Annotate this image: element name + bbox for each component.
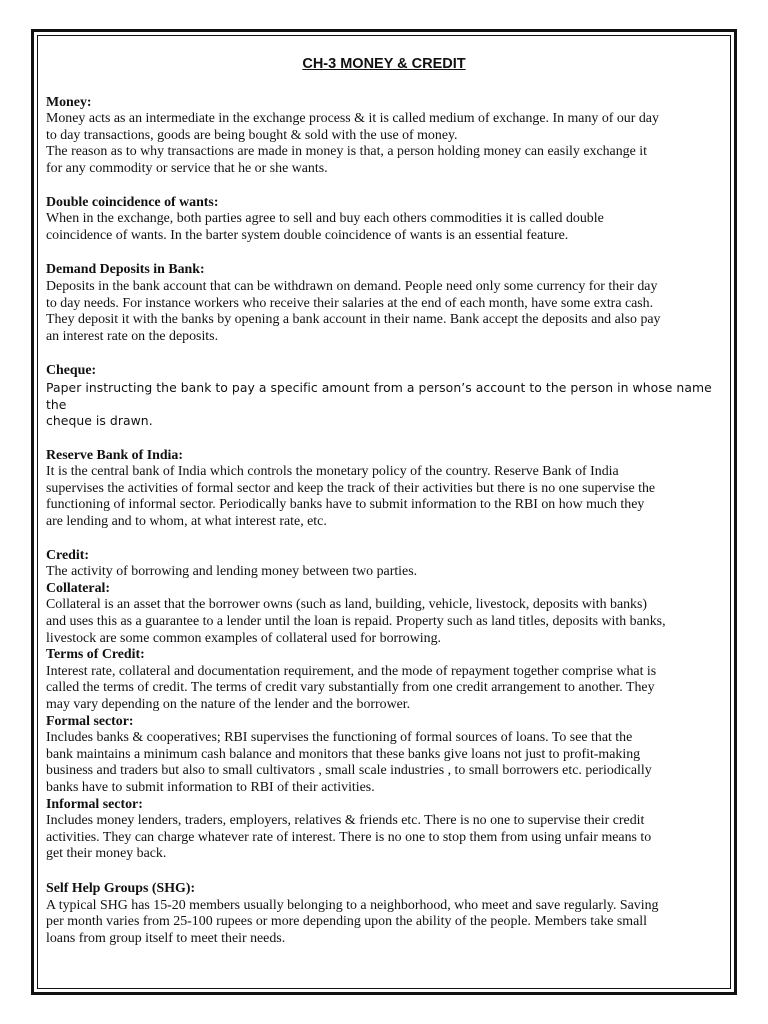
section-paragraph: Money acts as an intermediate in the exchange process & it is called medium of exchange. In many of our day to day transactions, goods are being bought & sold with the use of money. [46,111,659,143]
section-paragraph: When in the exchange, both parties agree to sell and buy each others commodities it is called double coincidence of wants. In the barter system double coincidence of wants is an essential feature. [46,211,604,243]
section-paragraph: Interest rate, collateral and documentation requirement, and the mode of repayment together comprise what is called the terms of credit. The terms of credit vary substantially from one credit arrangement to another. They may vary depending on the nature of the lender and the borrower. [46,663,657,712]
section-collateral [46,581,734,647]
section-paragraph: The activity of borrowing and lending money between two parties. [46,564,418,580]
section-cheque [46,363,734,429]
section-reserve-bank [46,448,734,531]
section-terms-of-credit [46,647,734,713]
section-heading: Cheque: [46,363,97,379]
section-heading: Formal sector: [46,713,134,729]
section-paragraph: Paper instructing the bank to pay a specific amount from a person’s account to the person in whose name the cheque is drawn. [46,379,712,429]
section-heading: Reserve Bank of India: [46,447,183,463]
page-title: CH-3 MONEY & CREDIT [302,56,466,72]
section-heading: Terms of Credit: [46,647,145,663]
section-heading: Credit: [46,547,89,563]
section-paragraph: Includes money lenders, traders, employers, relatives & friends etc. There is no one to supervise their credit activities. They can charge whatever rate of interest. There is no one to stop them from using unfair means to get their money back. [46,813,652,862]
section-formal-sector [46,714,734,797]
section-heading: Self Help Groups (SHG): [46,880,196,896]
section-money [46,95,734,178]
section-heading: Money: [46,94,92,110]
section-paragraph: Collateral is an asset that the borrower owns (such as land, building, vehicle, livestock, deposits with banks) and uses this as a guarantee to a lender until the loan is repaid. Property such as land titles, deposits with banks, livestock are some common examples of collateral used for borrowing. [46,597,666,646]
section-heading: Informal sector: [46,796,143,812]
section-credit [46,548,734,581]
section-paragraph: Deposits in the bank account that can be withdrawn on demand. People need only some currency for their day to day needs. For instance workers who receive their salaries at the end of each month, have some extra cash. They deposit it with the banks by opening a bank account in their name. Bank accept the deposits and also pay an interest rate on the deposits. [46,278,661,344]
section-heading: Collateral: [46,580,111,596]
section-demand-deposits [46,262,734,345]
section-paragraph: The reason as to why transactions are made in money is that, a person holding money can easily exchange it for any commodity or service that he or she wants. [46,144,647,176]
section-paragraph: It is the central bank of India which controls the monetary policy of the country. Reserve Bank of India supervises the activities of formal sector and keep the track of their activities but there is no one supervise the functioning of informal sector. Periodically banks have to submit information to the RBI on how much they are lending and to whom, at what interest rate, etc. [46,464,656,530]
section-paragraph: Includes banks & cooperatives; RBI supervises the functioning of formal sources of loans. To see that the bank maintains a minimum cash balance and monitors that these banks give loans not just to profit-making business and traders but also to small cultivators , small scale industries , to small borrowers etc. periodically banks have to submit information to RBI of their activities. [46,730,652,795]
section-double-coincidence [46,195,734,245]
document-body [46,56,734,947]
section-self-help-groups [46,881,734,947]
section-heading: Double coincidence of wants: [46,194,219,210]
section-informal-sector [46,797,734,863]
section-paragraph: A typical SHG has 15-20 members usually belonging to a neighborhood, who meet and save regularly. Saving per month varies from 25-100 rupees or more depending upon the ability of the people. Members take small loans from group itself to meet their needs. [46,897,659,946]
section-heading: Demand Deposits in Bank: [46,262,205,278]
